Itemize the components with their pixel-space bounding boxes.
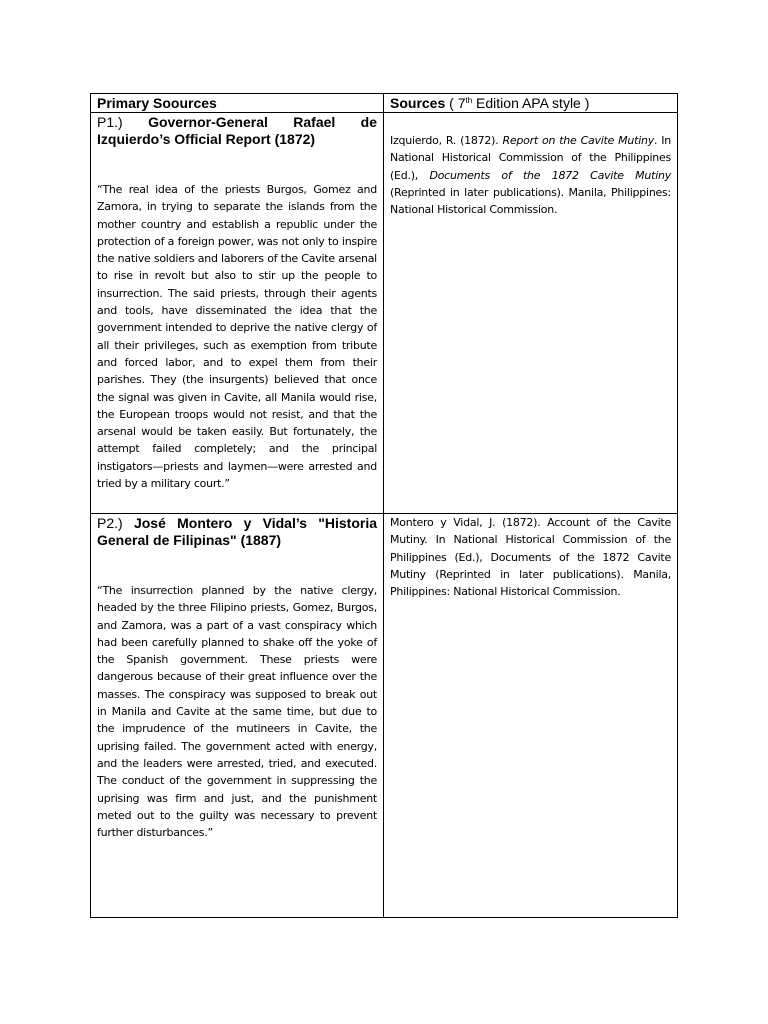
header-sources-edition-sup: th [465, 96, 473, 105]
citation-cell [384, 514, 678, 918]
citation-part: . In National Historical Commission of the Philippines (Ed.), [390, 134, 671, 182]
header-sources-edition-suffix: Edition APA style ) [472, 95, 590, 111]
primary-source-cell [91, 514, 384, 918]
citation-italic-title: Documents of the 1872 Cavite Mutiny [429, 168, 671, 182]
source-citation [390, 132, 671, 218]
citation-part: Izquierdo, R. (1872). [390, 134, 503, 147]
citation-part: (Reprinted in later publications). Manila, Philippines: National Historical Commission. [390, 185, 671, 217]
table-row [91, 113, 678, 514]
source-title [97, 114, 377, 148]
primary-source-cell [91, 113, 384, 514]
source-title [97, 515, 377, 549]
source-title-text: José Montero y Vidal’s "Historia General de Filipinas" (1887) [97, 515, 378, 548]
header-sources-label: Sources [390, 95, 446, 111]
source-quote: “The insurrection planned by the native clergy, headed by the three Filipino priests, Gomez, Burgos, and Zamora, was a part of a vast conspiracy which had been carefully planned to shake off the yoke of the Spanish government. These priests were dangerous because of their great influence over the masses. The conspiracy was supposed to break out in Manila and Cavite at the same time, but due to the imprudence of the mutineers in Cavite, the uprising failed. The government acted with energy, and the leaders were arrested, tried, and executed. The conduct of the government in suppressing the uprising was firm and just, and the punishment meted out to the guilty was necessary to prevent further disturbances.” [97, 584, 377, 840]
source-quote: “The real idea of the priests Burgos, Gomez and Zamora, in trying to separate the islands from the mother country and establish a republic under the protection of a foreign power, was not only to inspire the native soldiers and laborers of the Cavite arsenal to rise in revolt but also to stir up the people to insurrection. The said priests, through their agents and tools, have disseminated the idea that the government intended to deprive the native clergy of all their privileges, such as exemption from tribute and forced labor, and to expel them from their parishes. They (the insurgents) believed that once the signal was given in Cavite, all Manila would rise, the European troops would not resist, and that the arsenal would be taken easily. But fortunately, the attempt failed completely; and the principal instigators—priests and laymen—were arrested and tried by a military court.” [97, 183, 377, 491]
sources-table [90, 93, 678, 918]
citation-italic-title: Report on the Cavite Mutiny [502, 134, 654, 147]
citation-cell [384, 113, 678, 514]
source-title-text: Governor-General Rafael de Izquierdo’s Official Report (1872) [97, 114, 378, 147]
table-header-row [91, 94, 678, 113]
header-primary-sources [91, 94, 384, 113]
table-row [91, 514, 678, 918]
header-sources-apa [384, 94, 678, 113]
source-number: P1.) [97, 114, 123, 130]
source-citation: Montero y Vidal, J. (1872). Account of the Cavite Mutiny. In National Historical Commission of the Philippines (Ed.), Documents of the 1872 Cavite Mutiny (Reprinted in later publications). Manila, Philippines: National Historical Commission. [390, 516, 671, 599]
header-sources-edition-prefix: ( 7 [445, 95, 466, 111]
header-primary-sources-label: Primary Soources [97, 95, 217, 111]
source-number: P2.) [97, 515, 123, 531]
